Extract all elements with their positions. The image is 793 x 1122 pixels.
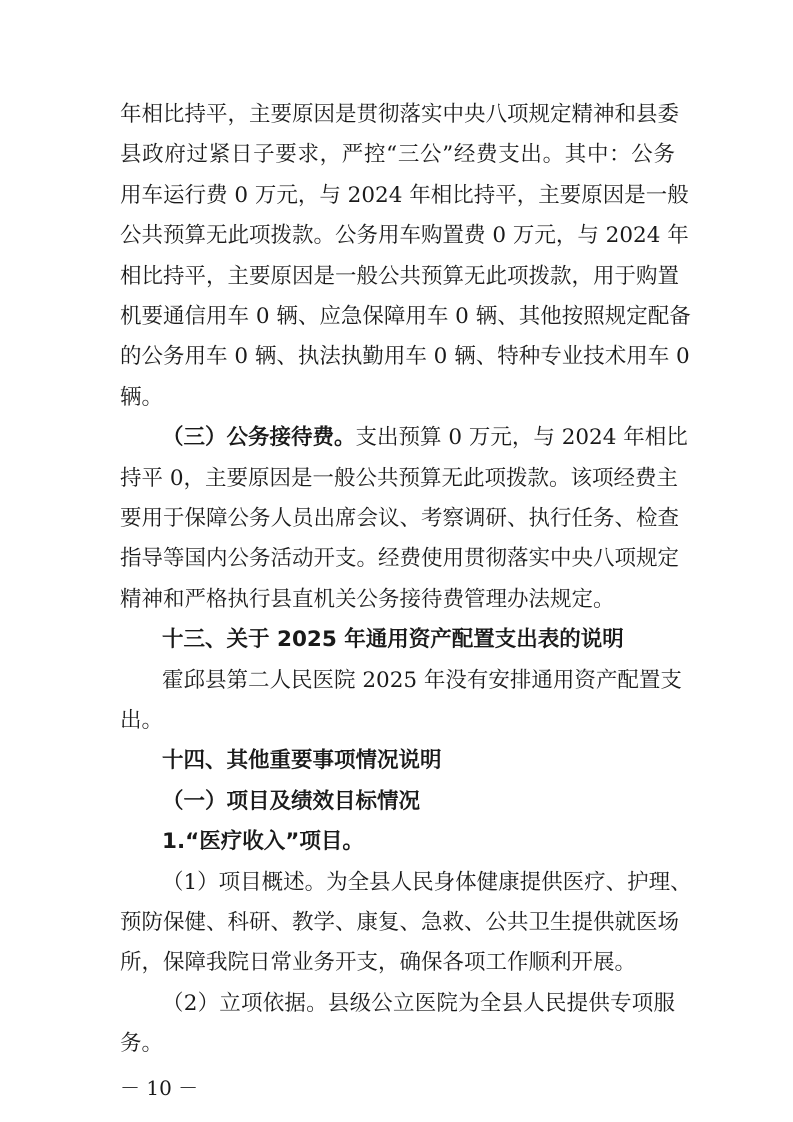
overview-line-1: （1）项目概述。为全县人民身体健康提供医疗、护理、 xyxy=(162,869,692,895)
reception-heading: （三）公务接待费。 xyxy=(162,425,356,451)
section14-item1: 1.“医疗收入”项目。 xyxy=(162,829,364,855)
basis-line-1: （2）立项依据。县级公立医院为全县人民提供专项服 xyxy=(162,990,675,1016)
body-line-8: 辆。 xyxy=(120,384,164,410)
reception-line-4: 精神和严格执行县直机关公务接待费管理办法规定。 xyxy=(120,586,615,612)
section13-line-1: 霍邱县第二人民医院 2025 年没有安排通用资产配置支 xyxy=(162,667,682,693)
reception-line-3: 指导等国内公务活动开支。经费使用贯彻落实中央八项规定 xyxy=(120,546,680,572)
section13-line-2: 出。 xyxy=(120,708,164,733)
basis-line-2: 务。 xyxy=(120,1031,164,1057)
reception-line-1: 持平 0，主要原因是一般公共预算无此项拨款。该项经费主 xyxy=(120,465,679,491)
body-line-4: 公共预算无此项拨款。公务用车购置费 0 万元，与 2024 年 xyxy=(120,223,689,249)
overview-line-2: 预防保健、科研、教学、康复、急救、公共卫生提供就医场 xyxy=(120,910,680,935)
reception-line-2: 要用于保障公务人员出席会议、考察调研、执行任务、检查 xyxy=(120,506,680,531)
reception-first-line xyxy=(162,423,688,453)
body-line-5: 相比持平，主要原因是一般公共预算无此项拨款，用于购置 xyxy=(120,263,680,289)
section14-sub1: （一）项目及绩效目标情况 xyxy=(162,788,421,814)
body-line-1: 年相比持平，主要原因是贯彻落实中央八项规定精神和县委 xyxy=(120,102,680,127)
body-line-6: 机要通信用车 0 辆、应急保障用车 0 辆、其他按照规定配备 xyxy=(120,304,691,329)
body-line-2: 县政府过紧日子要求，严控“三公”经费支出。其中：公务 xyxy=(120,142,675,168)
page-number: － 10 － xyxy=(120,1075,199,1100)
body-line-7: 的公务用车 0 辆、执法执勤用车 0 辆、特种专业技术用车 0 xyxy=(120,344,690,370)
overview-line-3: 所，保障我院日常业务开支，确保各项工作顺利开展。 xyxy=(120,950,637,976)
section14-heading: 十四、其他重要事项情况说明 xyxy=(162,748,442,774)
body-line-3: 用车运行费 0 万元，与 2024 年相比持平，主要原因是一般 xyxy=(120,182,689,208)
reception-first-rest: 支出预算 0 万元，与 2024 年相比 xyxy=(355,425,688,451)
section13-heading: 十三、关于 2025 年通用资产配置支出表的说明 xyxy=(162,627,624,653)
